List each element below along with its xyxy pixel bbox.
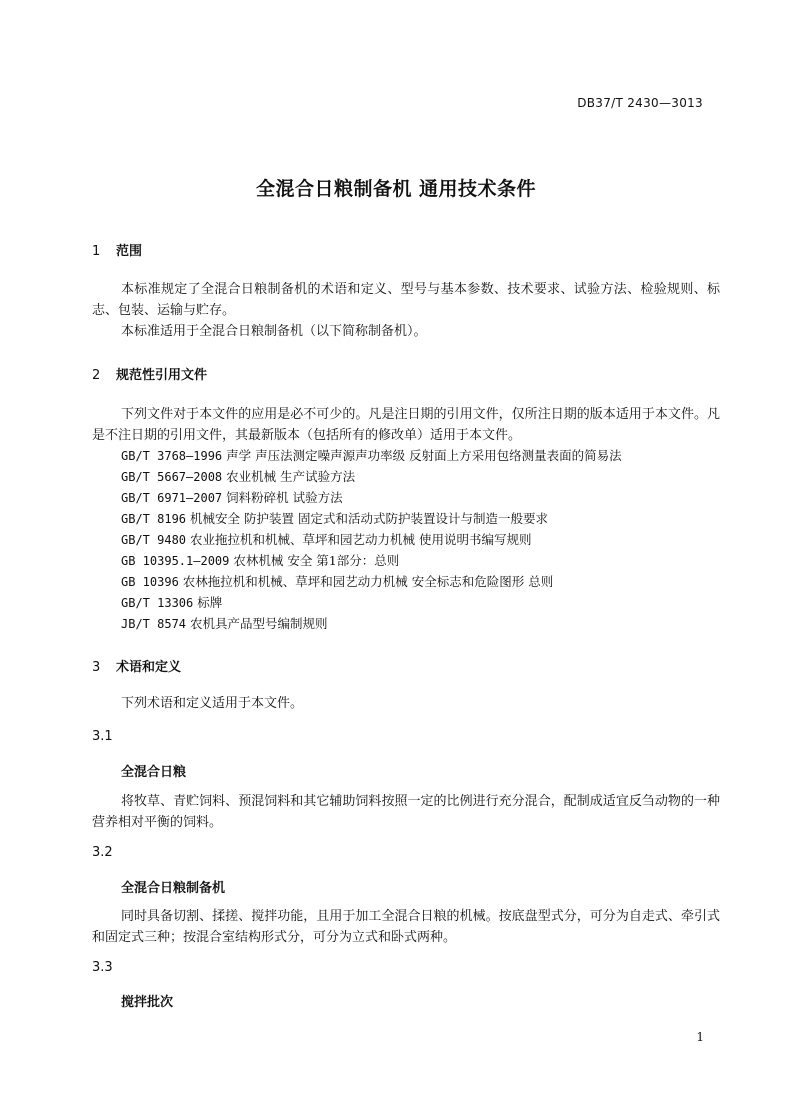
reference-code: GB/T 3768—1996 [121, 449, 223, 463]
reference-title: 标牌 [197, 595, 223, 610]
reference-item [121, 509, 548, 527]
section-2-paragraph-1: 下列文件对于本文件的应用是必不可少的。凡是注日期的引用文件，仅所注日期的版本适用于本文件。凡是不注日期的引用文件，其最新版本（包括所有的修改单）适用于本文件。 [92, 407, 720, 443]
standard-code: DB37/T 2430—3013 [577, 96, 703, 110]
reference-code: GB 10395.1—2009 [121, 554, 230, 568]
section-1-paragraph-2: 本标准适用于全混合日粮制备机（以下简称制备机）。 [121, 324, 427, 339]
reference-title: 声学 声压法测定噪声源声功率级 反射面上方采用包络测量表面的简易法 [226, 448, 622, 463]
reference-title: 饲料粉碎机 试验方法 [226, 490, 343, 505]
reference-code: GB/T 9480 [121, 533, 187, 547]
reference-item [121, 488, 343, 506]
term-title: 搅拌批次 [121, 995, 174, 1010]
reference-item [121, 530, 532, 548]
reference-code: GB/T 5667—2008 [121, 470, 223, 484]
subsection-number: 3.1 [92, 729, 113, 744]
reference-title: 农林机械 安全 第1部分：总则 [233, 553, 400, 568]
reference-title: 机械安全 防护装置 固定式和活动式防护装置设计与制造一般要求 [190, 511, 548, 526]
subsection-number: 3.2 [92, 845, 113, 860]
reference-title: 农机具产品型号编制规则 [190, 616, 328, 631]
subsection-number: 3.3 [92, 960, 113, 975]
reference-title: 农林拖拉机和机械、草坪和园艺动力机械 安全标志和危险图形 总则 [182, 574, 554, 589]
reference-code: GB/T 8196 [121, 512, 187, 526]
reference-item [121, 572, 553, 590]
reference-code: GB/T 13306 [121, 596, 194, 610]
term-definition: 将牧草、青贮饲料、预混饲料和其它辅助饲料按照一定的比例进行充分混合，配制成适宜反刍动物的一种营养相对平衡的饲料。 [92, 794, 720, 830]
reference-item [121, 593, 222, 611]
reference-item [121, 614, 328, 632]
term-title: 全混合日粮制备机 [121, 881, 226, 896]
page-number: 1 [696, 1030, 704, 1044]
reference-title: 农业拖拉机和机械、草坪和园艺动力机械 使用说明书编写规则 [190, 532, 532, 547]
reference-code: GB 10396 [121, 575, 179, 589]
section-1-heading [92, 240, 142, 259]
section-number: 3 [92, 660, 101, 675]
section-title: 规范性引用文件 [116, 368, 208, 383]
document-title: 全混合日粮制备机 通用技术条件 [255, 178, 537, 200]
section-number: 1 [92, 244, 101, 259]
section-2-heading [92, 364, 207, 383]
reference-item [121, 446, 622, 464]
reference-item [121, 551, 399, 569]
section-title: 范围 [116, 244, 143, 259]
section-number: 2 [92, 368, 101, 383]
reference-item [121, 467, 355, 485]
term-title: 全混合日粮 [121, 765, 187, 780]
reference-title: 农业机械 生产试验方法 [226, 469, 356, 484]
section-1-paragraph-1: 本标准规定了全混合日粮制备机的术语和定义、型号与基本参数、技术要求、试验方法、检验规则、标志、包装、运输与贮存。 [92, 282, 720, 318]
section-3-heading [92, 656, 181, 675]
reference-code: GB/T 6971—2007 [121, 491, 223, 505]
section-3-paragraph-1: 下列术语和定义适用于本文件。 [121, 696, 304, 711]
reference-code: JB/T 8574 [121, 617, 187, 631]
term-definition: 同时具备切割、揉搓、搅拌功能，且用于加工全混合日粮的机械。按底盘型式分，可分为自走式、牵引式和固定式三种；按混合室结构形式分，可分为立式和卧式两种。 [92, 909, 720, 945]
section-title: 术语和定义 [116, 660, 182, 675]
